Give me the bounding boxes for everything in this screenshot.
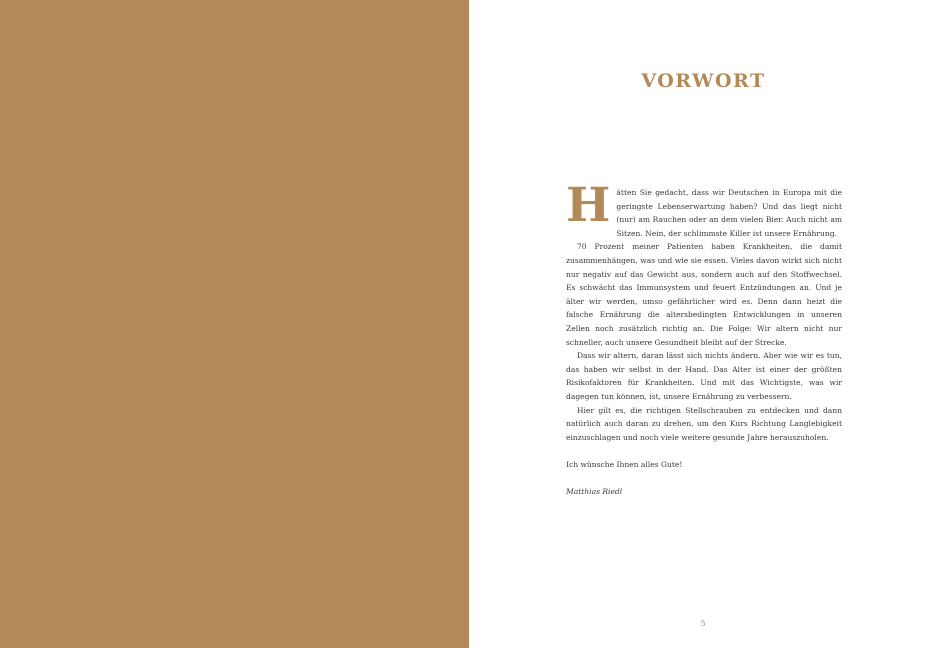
- paragraph-3: Dass wir altern, daran lässt sich nichts ändern. Aber wie wir es tun, das haben wir selbst in der Hand. Das Alter ist einer der größten Risikofaktoren für Krankheiten. Und mit das Wichtigste, was wir dagegen tun können, ist, unsere Ernährung zu verbessern.: [566, 351, 842, 401]
- body-text: [566, 178, 842, 499]
- page-title: VORWORT: [641, 70, 766, 92]
- paragraph-2: 70 Prozent meiner Patienten haben Krankheiten, die damit zusammenhängen, was und wie sie essen. Vieles davon wirkt sich nicht nur negativ auf das Gewicht aus, sondern auch auf den Stoffwechsel. Es schwächt das Immunsystem und feuert Entzündungen an. Und je älter wir werden, umso gefährlicher wird es. Denn dann heizt die falsche Ernährung die altersbedingten Entwicklungen in unseren Zellen noch zusätzlich richtig an. Die Folge: Wir altern nicht nur schneller, auch unsere Gesundheit bleibt auf der Strecke.: [566, 242, 842, 347]
- signature: Matthias Riedl: [566, 487, 623, 497]
- paragraph-1-text: ätten Sie gedacht, dass wir Deutschen in Europa mit die geringste Lebenserwartung haben? Und das liegt nicht (nur) am Rauchen oder an dem vielen Bier. Auch nicht am Sitzen. Nein, der schlimmste Killer ist unsere Ernährung.: [616, 188, 842, 238]
- paragraph-1: [566, 178, 842, 240]
- closing-line: Ich wünsche Ihnen alles Gute!: [566, 459, 683, 469]
- page-number: 5: [700, 619, 706, 628]
- spacer: [566, 471, 842, 485]
- spacer: [566, 444, 842, 458]
- drop-cap: H: [566, 178, 611, 233]
- right-page: [469, 0, 938, 648]
- paragraph-4: Hier gilt es, die richtigen Stellschrauben zu entdecken und dann natürlich auch daran zu drehen, um den Kurs Richtung Langlebigkeit einzuschlagen und noch viele weitere gesunde Jahre herauszuholen.: [566, 405, 842, 442]
